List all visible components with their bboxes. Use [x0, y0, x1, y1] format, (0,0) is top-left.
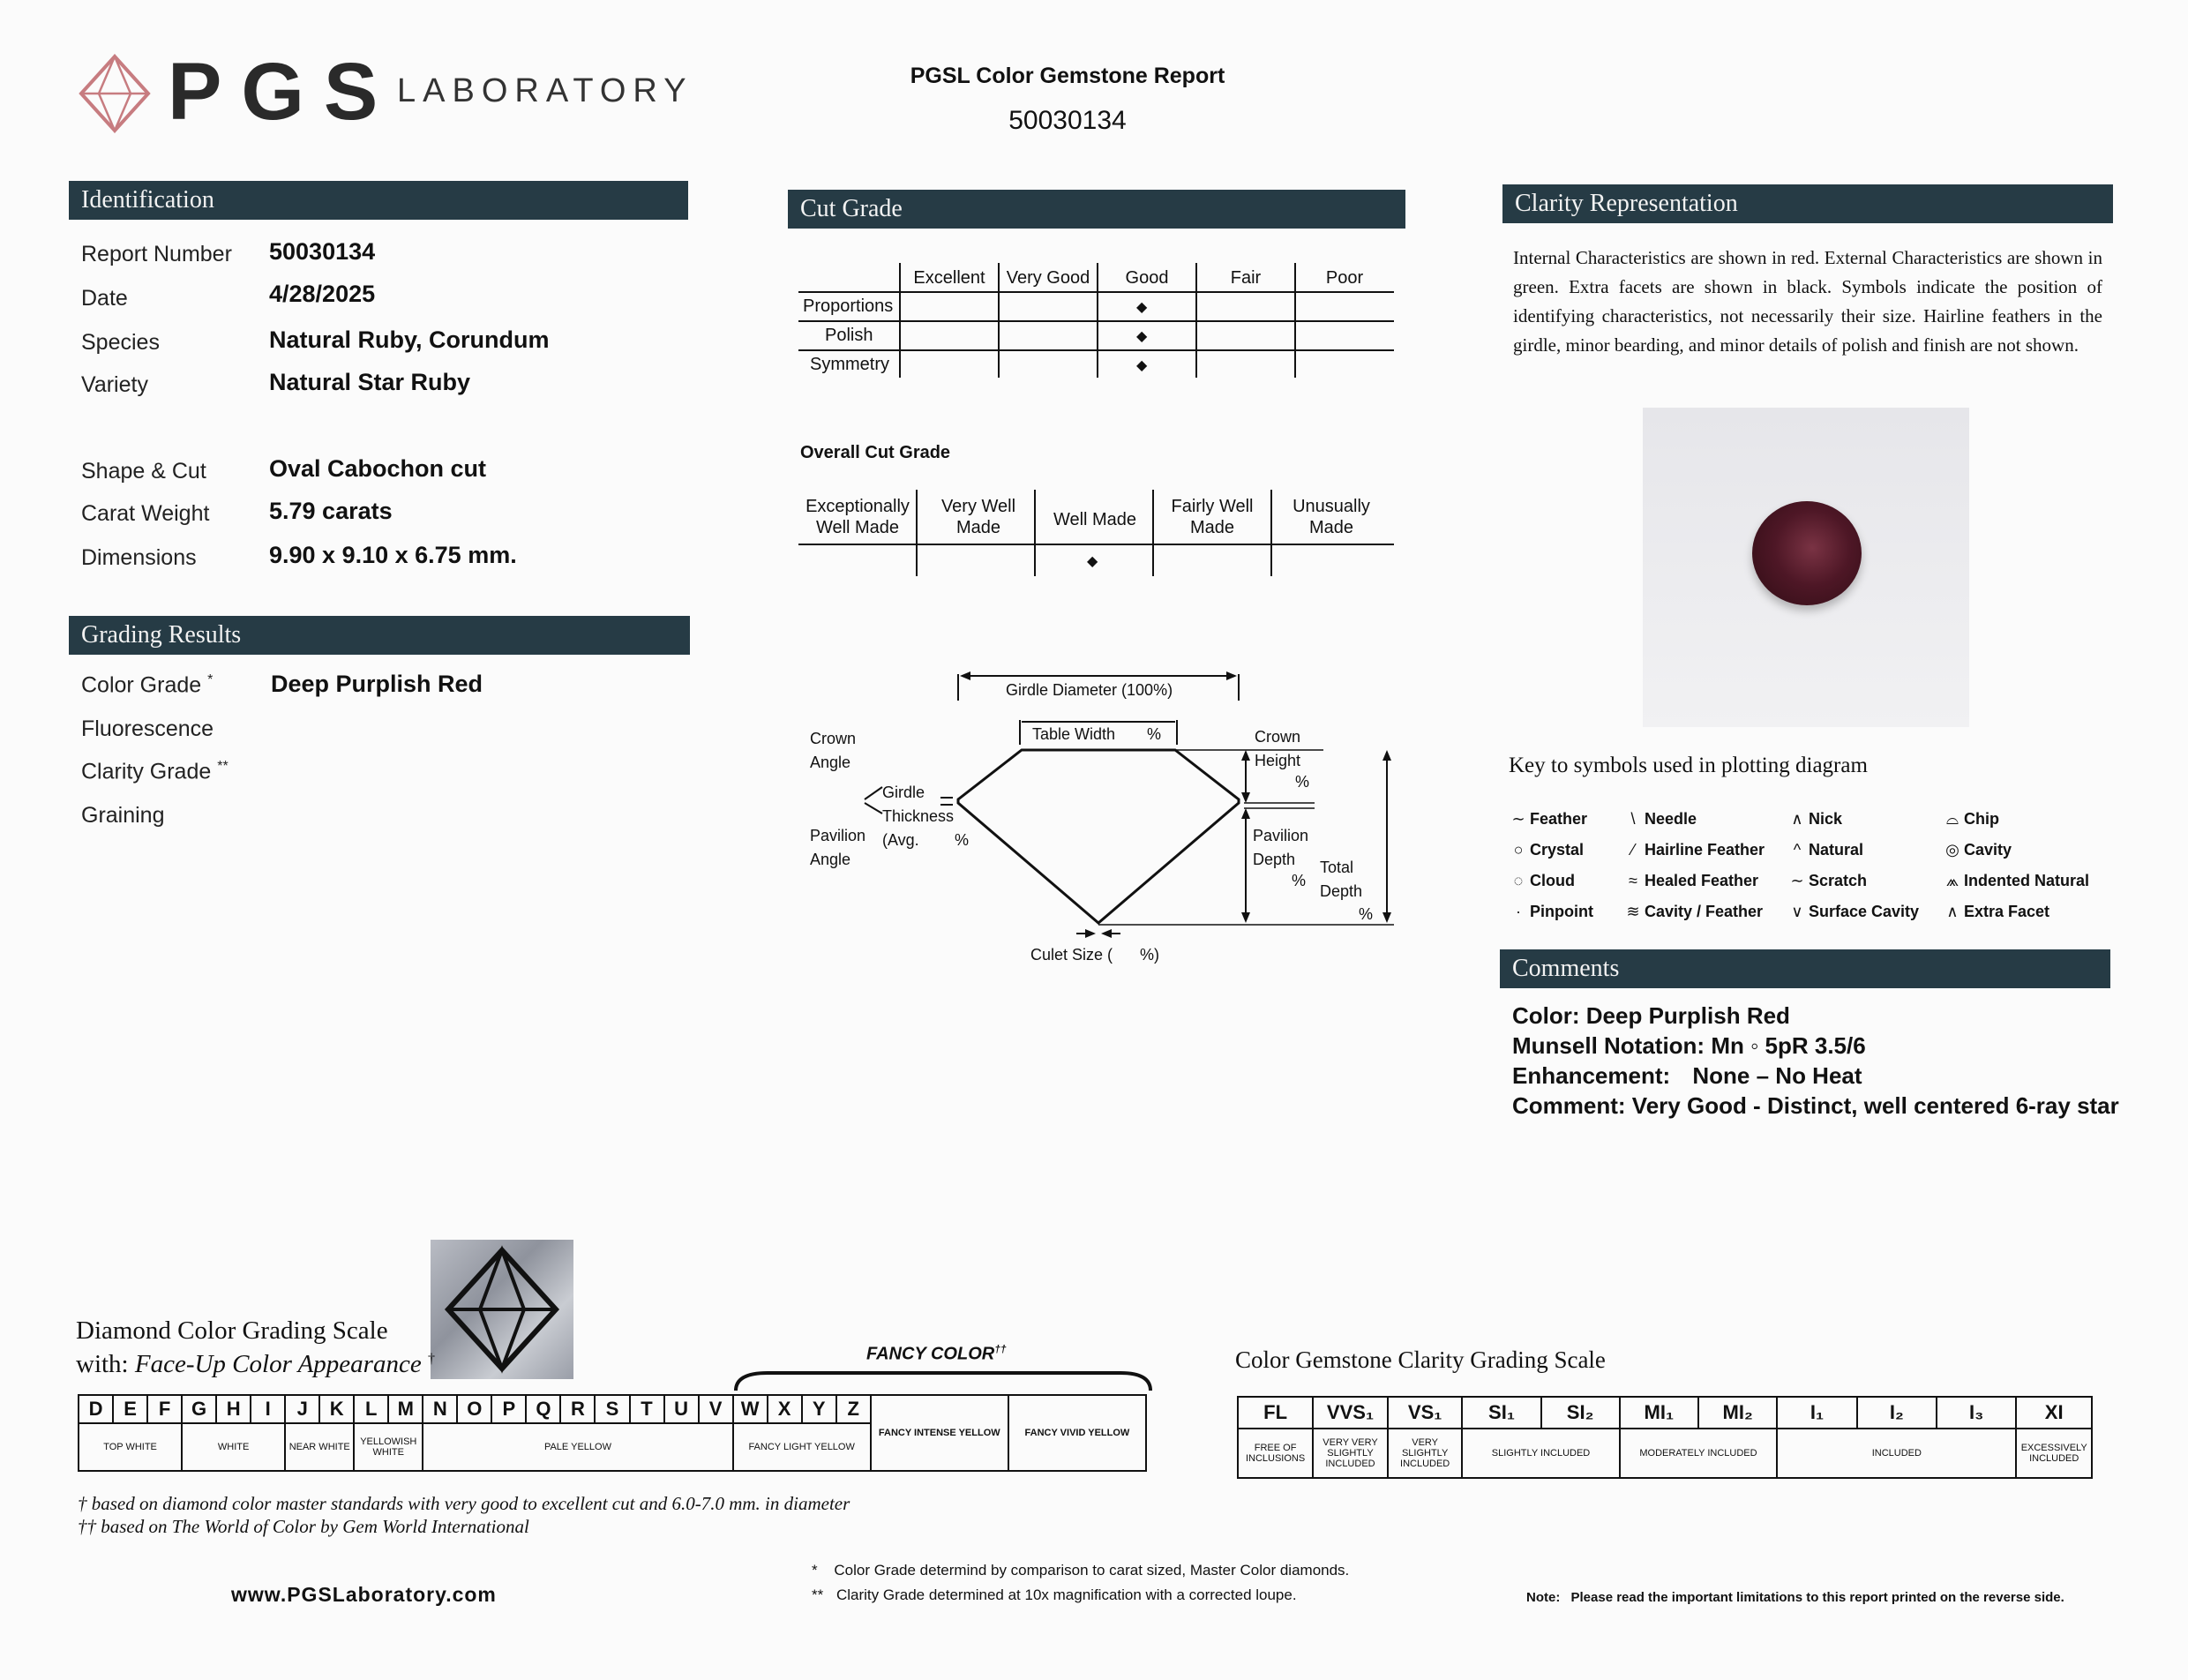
cut-col-good: Good [1125, 268, 1169, 288]
brand-subtitle: LABORATORY [397, 72, 693, 109]
diagram-girdle: Girdle [882, 784, 925, 801]
letter-x: X [768, 1395, 802, 1423]
diagram-avg: (Avg. [882, 831, 919, 849]
comment-comment-key: Comment: [1512, 1092, 1626, 1119]
comment-comment [1512, 1092, 2119, 1120]
comment-munsell-key: Munsell Notation: [1512, 1032, 1705, 1059]
grade-label-fluorescence: Fluorescence [81, 716, 214, 741]
key-title: Key to symbols used in plotting diagram [1509, 754, 1868, 777]
key-item-cavity [1941, 841, 2012, 859]
key-item-hairline-feather [1622, 841, 1765, 859]
group-fancy-vivid: FANCY VIVID YELLOW [1008, 1395, 1146, 1471]
cut-row-proportions: Proportions [803, 296, 894, 316]
overall-exceptionally: Exceptionally Well Made [806, 497, 910, 537]
comment-enhancement-key: Enhancement: [1512, 1062, 1671, 1089]
grade-value-color: Deep Purplish Red [271, 671, 483, 697]
comments-bar: Comments [1500, 949, 2110, 988]
key-item-cloud [1507, 872, 1575, 890]
key-label: Feather [1530, 810, 1588, 828]
grade-vs1: VS₁ [1388, 1397, 1463, 1429]
nick-icon: ∧ [1791, 810, 1803, 828]
fancy-color-text: FANCY COLOR [866, 1344, 995, 1364]
diamond-color-scale [78, 1394, 1147, 1472]
letter-g: G [182, 1395, 216, 1423]
overall-very-well: Very Well Made [940, 497, 1016, 537]
key-label: Cavity [1964, 841, 2012, 859]
report-title: PGSL Color Gemstone Report [910, 64, 1225, 88]
grade-label-clarity-text: Clarity Grade [81, 759, 212, 784]
letter-z: Z [836, 1395, 871, 1423]
grade-xi: XI [2016, 1397, 2092, 1429]
group-pale-yellow: PALE YELLOW [423, 1423, 732, 1471]
note-2-text: Clarity Grade determined at 10x magnification with a corrected loupe. [835, 1586, 1297, 1603]
hairline-feather-icon: ⁄ [1631, 841, 1635, 859]
key-item-cavity-feather [1622, 903, 1763, 921]
grade-si2: SI₂ [1541, 1397, 1620, 1429]
note-1-text: Color Grade determind by comparison to carat sized, Master Color diamonds. [834, 1562, 1350, 1579]
grade-si1: SI₁ [1462, 1397, 1540, 1429]
id-value-carat: 5.79 carats [269, 498, 393, 524]
diamond-scale-title: Diamond Color Grading Scale [76, 1316, 388, 1345]
id-label-shape: Shape & Cut [81, 459, 206, 484]
letter-j: J [285, 1395, 319, 1423]
comment-enhancement-value: None – No Heat [1692, 1062, 1862, 1089]
gem-group-vs: VERY SLIGHTLY INCLUDED [1388, 1429, 1463, 1478]
gem-scale-title: Color Gemstone Clarity Grading Scale [1235, 1346, 1606, 1373]
key-item-scratch [1786, 872, 1867, 890]
surface-cavity-icon: ∨ [1791, 903, 1803, 920]
cut-col-excellent: Excellent [913, 268, 985, 288]
fancy-color-mark: †† [994, 1343, 1007, 1355]
fancy-color-label [866, 1343, 1007, 1365]
diamond-seal-icon [431, 1240, 573, 1379]
needle-icon: \ [1630, 810, 1636, 828]
letter-s: S [595, 1395, 629, 1423]
cavity-icon: ◎ [1945, 841, 1959, 859]
grade-vvs1: VVS₁ [1313, 1397, 1388, 1429]
id-label-date: Date [81, 286, 128, 311]
id-value-species: Natural Ruby, Corundum [269, 326, 550, 353]
key-label: Chip [1964, 810, 1999, 828]
id-value-shape: Oval Cabochon cut [269, 455, 487, 482]
diagram-total-pct: % [1359, 905, 1374, 923]
brand-name: PGS [168, 47, 398, 137]
key-item-feather [1507, 810, 1587, 829]
diagram-culet-end: %) [1140, 946, 1159, 964]
key-label: Scratch [1809, 872, 1868, 889]
grade-label-clarity-mark: ** [217, 759, 229, 774]
crystal-icon: ○ [1513, 841, 1524, 859]
diagram-thickness: Thickness [882, 807, 955, 825]
scratch-icon: ∼ [1790, 872, 1804, 889]
fancy-color-bracket [732, 1366, 1156, 1392]
group-yellowish-white: YELLOWISH WHITE [354, 1423, 423, 1471]
diagram-avg-pct: % [955, 831, 970, 849]
comment-comment-value: Very Good - Distinct, well centered 6-ray star [1631, 1092, 2119, 1119]
diamond-scale-subtitle [76, 1350, 435, 1379]
grade-i3: I₃ [1937, 1397, 2016, 1429]
letter-l: L [354, 1395, 388, 1423]
key-label: Nick [1809, 810, 1843, 828]
key-item-needle [1622, 810, 1697, 829]
key-item-crystal [1507, 841, 1584, 859]
feather-icon: ∼ [1511, 810, 1525, 828]
gem-group-xi: EXCESSIVELY INCLUDED [2016, 1429, 2092, 1478]
id-value-date: 4/28/2025 [269, 281, 376, 307]
footnote-2: †† based on The World of Color by Gem World International [78, 1516, 529, 1537]
letter-f: F [147, 1395, 182, 1423]
overall-unusually: Unusually Made [1293, 497, 1370, 537]
gem-group-free: FREE OF INCLUSIONS [1238, 1429, 1313, 1478]
key-item-surface-cavity [1786, 903, 1919, 921]
cut-col-very-good: Very Good [1006, 268, 1090, 288]
diagram-crown-pct: % [1295, 773, 1310, 791]
letter-o: O [457, 1395, 491, 1423]
grade-label-clarity [81, 759, 229, 784]
star-ruby-image [1752, 501, 1862, 605]
clarity-description: Internal Characteristics are shown in red. External Characteristics are shown in green. Extra facets are shown in black. Symbols indicate the position of identifying characteristics, not necessarily their size. Hairline feathers in the girdle, minor bearding, and minor details of polish and finish are not shown. [1513, 247, 2102, 356]
letter-v: V [699, 1395, 733, 1423]
id-label-variety: Variety [81, 372, 148, 397]
extra-facet-icon: ∧ [1946, 903, 1959, 920]
id-value-report-number: 50030134 [269, 238, 376, 265]
letter-h: H [216, 1395, 251, 1423]
cut-col-fair: Fair [1230, 268, 1262, 288]
diagram-culet: Culet Size ( [1030, 946, 1113, 964]
key-label: Surface Cavity [1809, 903, 1920, 920]
overall-well-made: Well Made [1053, 510, 1137, 529]
footer-limitations [1526, 1590, 2064, 1605]
key-label: Needle [1645, 810, 1697, 828]
letter-w: W [733, 1395, 768, 1423]
diagram-total-depth: Total Depth [1320, 859, 1363, 900]
key-item-indented-natural [1941, 872, 2089, 890]
grade-i2: I₂ [1857, 1397, 1937, 1429]
letter-u: U [664, 1395, 699, 1423]
letter-e: E [113, 1395, 147, 1423]
cut-row-polish: Polish [825, 326, 873, 345]
id-value-dimensions: 9.90 x 9.10 x 6.75 mm. [269, 542, 517, 568]
letter-m: M [388, 1395, 423, 1423]
grade-i1: I₁ [1777, 1397, 1856, 1429]
grade-label-color-text: Color Grade [81, 672, 202, 698]
comment-munsell [1512, 1032, 1866, 1060]
grade-label-graining: Graining [81, 803, 165, 828]
note-2-mark: ** [812, 1586, 824, 1603]
letter-t: T [630, 1395, 664, 1423]
footer-note-1 [812, 1562, 1349, 1579]
limitations-label: Note: [1526, 1590, 1561, 1605]
letter-q: Q [526, 1395, 560, 1423]
grade-label-color-mark: * [207, 672, 214, 687]
key-label: Hairline Feather [1645, 841, 1765, 859]
key-label: Indented Natural [1964, 872, 2090, 889]
key-item-natural [1786, 841, 1863, 859]
stone-photo [1643, 408, 1969, 727]
id-label-carat: Carat Weight [81, 501, 210, 526]
key-item-extra-facet [1941, 903, 2049, 921]
diagram-table-pct: % [1147, 725, 1162, 743]
subtitle-em: Face-Up Color Appearance [134, 1350, 422, 1378]
key-label: Cavity / Feather [1645, 903, 1764, 920]
cut-mark-proportions: ◆ [1136, 300, 1148, 315]
hologram-seal [431, 1240, 573, 1379]
footnote-1: † based on diamond color master standards with very good to excellent cut and 6.0-7.0 mm. in diameter [78, 1493, 850, 1514]
id-value-variety: Natural Star Ruby [269, 369, 471, 395]
key-label: Extra Facet [1964, 903, 2050, 920]
diagram-crown-height: Crown Height [1255, 728, 1301, 769]
diagram-girdle-diameter: Girdle Diameter (100%) [1006, 681, 1173, 699]
group-top-white: TOP WHITE [79, 1423, 182, 1471]
subtitle-prefix: with: [76, 1350, 129, 1378]
letter-i: I [251, 1395, 285, 1423]
comment-color-key: Color: [1512, 1002, 1580, 1029]
gem-group-si: SLIGHTLY INCLUDED [1462, 1429, 1619, 1478]
cavity-feather-icon: ≋ [1626, 903, 1640, 920]
letter-k: K [319, 1395, 354, 1423]
overall-mark-well-made: ◆ [1087, 554, 1098, 569]
letter-n: N [423, 1395, 457, 1423]
cut-col-poor: Poor [1325, 268, 1364, 288]
gem-group-vvs: VERY VERY SLIGHTLY INCLUDED [1313, 1429, 1388, 1478]
gem-clarity-scale [1237, 1396, 2093, 1479]
cut-row-symmetry: Symmetry [810, 355, 889, 374]
group-white: WHITE [182, 1423, 285, 1471]
gem-group-i: INCLUDED [1777, 1429, 2016, 1478]
key-label: Healed Feather [1645, 872, 1759, 889]
cloud-icon: ◌ [1513, 872, 1524, 889]
identification-bar: Identification [69, 181, 688, 220]
diagram-pavilion-pct: % [1292, 872, 1307, 889]
key-label: Pinpoint [1530, 903, 1593, 920]
note-1-mark: * [812, 1562, 818, 1579]
overall-cut-title: Overall Cut Grade [800, 443, 951, 462]
id-label-dimensions: Dimensions [81, 545, 197, 570]
indented-natural-icon: ⩕ [1945, 872, 1959, 889]
diagram-pavilion-depth: Pavilion Depth [1253, 827, 1309, 868]
subtitle-mark: † [427, 1351, 435, 1367]
id-label-species: Species [81, 330, 160, 355]
comment-color-value: Deep Purplish Red [1585, 1002, 1790, 1029]
natural-icon: ^ [1793, 841, 1802, 859]
cut-grade-bar: Cut Grade [788, 190, 1405, 229]
healed-feather-icon: ≈ [1629, 872, 1637, 889]
diagram-pavilion-angle: Pavilion Angle [810, 827, 866, 868]
grade-label-color [81, 672, 213, 698]
pgs-logo-icon [78, 53, 152, 134]
website-link[interactable]: www.PGSLaboratory.com [231, 1583, 497, 1606]
clarity-bar: Clarity Representation [1502, 184, 2113, 223]
letter-d: D [79, 1395, 113, 1423]
group-fancy-light: FANCY LIGHT YELLOW [733, 1423, 871, 1471]
comment-enhancement [1512, 1062, 1862, 1090]
grade-mi1: MI₁ [1620, 1397, 1698, 1429]
grade-mi2: MI₂ [1698, 1397, 1777, 1429]
letter-p: P [491, 1395, 526, 1423]
key-item-pinpoint [1507, 903, 1593, 921]
pinpoint-icon: · [1516, 903, 1521, 920]
key-label: Crystal [1530, 841, 1585, 859]
key-item-chip [1941, 810, 1999, 829]
key-item-nick [1786, 810, 1842, 829]
comment-munsell-value: Mn ◦ 5pR 3.5/6 [1711, 1032, 1866, 1059]
diagram-table-width: Table Width [1032, 725, 1116, 743]
grade-fl: FL [1238, 1397, 1313, 1429]
group-near-white: NEAR WHITE [285, 1423, 354, 1471]
overall-fairly-well: Fairly Well Made [1171, 497, 1254, 537]
report-number-header: 50030134 [1008, 106, 1127, 135]
letter-y: Y [802, 1395, 836, 1423]
cut-mark-symmetry: ◆ [1136, 358, 1148, 373]
letter-r: R [560, 1395, 595, 1423]
id-label-report-number: Report Number [81, 242, 232, 266]
chip-icon: ⌓ [1945, 810, 1959, 828]
grading-bar: Grading Results [69, 616, 690, 655]
group-fancy-intense: FANCY INTENSE YELLOW [871, 1395, 1008, 1471]
footer-note-2 [812, 1586, 1297, 1604]
key-label: Natural [1809, 841, 1864, 859]
cut-mark-polish: ◆ [1136, 329, 1148, 344]
limitations-text: Please read the important limitations to this report printed on the reverse side. [1570, 1590, 2064, 1605]
key-item-healed-feather [1622, 872, 1758, 890]
gem-group-mi: MODERATELY INCLUDED [1620, 1429, 1778, 1478]
comment-color [1512, 1002, 1790, 1030]
diagram-crown-angle: Crown Angle [810, 730, 857, 771]
key-label: Cloud [1530, 872, 1575, 889]
